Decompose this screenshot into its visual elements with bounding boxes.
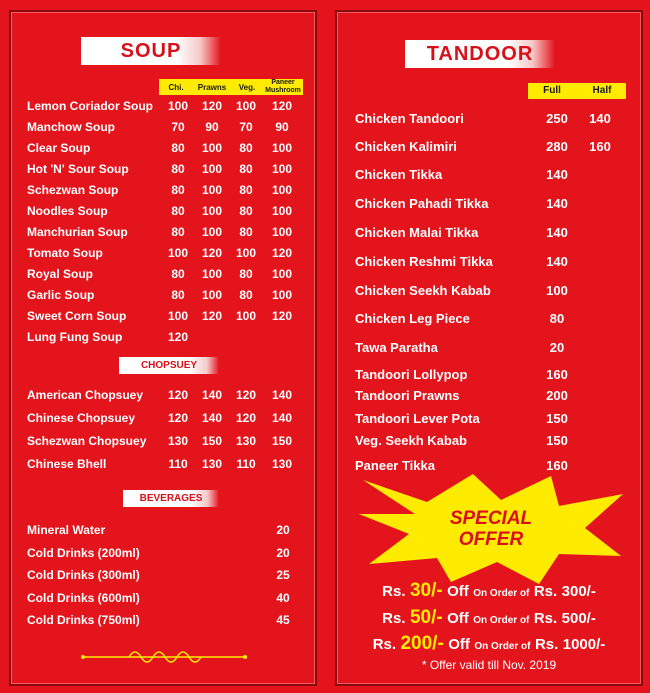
menu-item-price: 80 bbox=[239, 288, 253, 302]
tandoor-full-price: 250 bbox=[546, 111, 568, 126]
tandoor-item-row bbox=[355, 364, 639, 386]
beverage-name: Cold Drinks (750ml) bbox=[27, 613, 140, 627]
menu-item-name: Noodles Soup bbox=[27, 204, 108, 218]
offer-rs2: Rs. bbox=[534, 636, 559, 653]
tandoor-full-price: 160 bbox=[546, 367, 568, 382]
menu-item-price: 90 bbox=[275, 120, 289, 134]
menu-item-price: 120 bbox=[167, 330, 189, 344]
tandoor-full-price: 100 bbox=[546, 283, 568, 298]
menu-item-price: 100 bbox=[167, 99, 189, 113]
menu-item-name: Manchow Soup bbox=[27, 120, 115, 134]
tandoor-full-price: 160 bbox=[546, 458, 568, 473]
chopsuey-title: CHOPSUEY bbox=[119, 357, 219, 374]
menu-item-price: 100 bbox=[201, 183, 223, 197]
menu-item-price: 130 bbox=[271, 457, 293, 471]
menu-item-price: 80 bbox=[171, 288, 185, 302]
tandoor-full-price: 280 bbox=[546, 139, 568, 154]
menu-item-price: 120 bbox=[201, 246, 223, 260]
menu-item-price: 110 bbox=[236, 457, 256, 471]
menu-item-price: 100 bbox=[201, 141, 223, 155]
menu-item-price: 100 bbox=[167, 309, 189, 323]
menu-item-price: 100 bbox=[235, 309, 257, 323]
menu-item-price: 100 bbox=[235, 99, 257, 113]
menu-item-price: 120 bbox=[271, 246, 293, 260]
tandoor-item-name: Tandoori Lollypop bbox=[355, 367, 468, 382]
menu-item-price: 100 bbox=[271, 162, 293, 176]
offer-on-order: On Order of bbox=[474, 641, 531, 652]
tandoor-item-row bbox=[355, 408, 639, 430]
menu-item-price: 80 bbox=[171, 267, 185, 281]
menu-item-row bbox=[27, 96, 313, 116]
menu-item-price: 140 bbox=[271, 388, 293, 402]
menu-item-price: 120 bbox=[271, 309, 293, 323]
tandoor-item-name: Chicken Seekh Kabab bbox=[355, 283, 491, 298]
header-paneer-mushroom bbox=[263, 79, 303, 95]
beverage-name: Mineral Water bbox=[27, 523, 106, 537]
menu-item-price: 130 bbox=[201, 457, 223, 471]
menu-item-price: 100 bbox=[271, 225, 293, 239]
menu-item-price: 100 bbox=[271, 183, 293, 197]
tandoor-item-row bbox=[355, 385, 639, 407]
menu-item-row bbox=[27, 138, 313, 158]
menu-item-row bbox=[27, 431, 313, 451]
menu-item-row bbox=[27, 201, 313, 221]
menu-item-price: 140 bbox=[201, 411, 223, 425]
menu-item-price: 100 bbox=[271, 141, 293, 155]
menu-item-price: 120 bbox=[167, 388, 189, 402]
offer-rs: Rs. bbox=[382, 610, 406, 627]
tandoor-item-row bbox=[355, 251, 639, 273]
special-offer-label bbox=[355, 508, 627, 550]
menu-item-price: 80 bbox=[239, 267, 253, 281]
menu-item-price: 80 bbox=[171, 183, 185, 197]
tandoor-item-name: Chicken Tikka bbox=[355, 167, 443, 182]
beverage-name: Cold Drinks (600ml) bbox=[27, 590, 140, 605]
menu-item-name: Tomato Soup bbox=[27, 246, 103, 260]
special-offer-line1: SPECIAL bbox=[449, 508, 533, 529]
tandoor-full-price: 140 bbox=[546, 254, 568, 269]
menu-item-price: 100 bbox=[167, 246, 189, 260]
menu-item-price: 100 bbox=[235, 246, 257, 260]
menu-item-name: Hot 'N' Sour Soup bbox=[27, 162, 129, 176]
menu-item-price: 80 bbox=[239, 162, 253, 176]
offer-validity: * Offer valid till Nov. 2019 bbox=[421, 658, 557, 672]
tandoor-item-row bbox=[355, 308, 639, 330]
menu-item-price: 80 bbox=[239, 141, 253, 155]
offer-line bbox=[337, 580, 641, 602]
menu-item-name: Lung Fung Soup bbox=[27, 330, 123, 344]
soup-price-header bbox=[159, 79, 303, 95]
tandoor-full-price: 200 bbox=[546, 388, 568, 403]
beverage-row bbox=[27, 543, 313, 563]
menu-item-name: Sweet Corn Soup bbox=[27, 309, 127, 323]
menu-item-price: 70 bbox=[171, 120, 185, 134]
header-prawns: Prawns bbox=[197, 83, 227, 92]
beverage-price: 25 bbox=[276, 568, 290, 582]
menu-item-price: 100 bbox=[271, 204, 293, 218]
tandoor-item-name: Chicken Malai Tikka bbox=[355, 225, 479, 240]
beverages-title: BEVERAGES bbox=[123, 490, 219, 507]
menu-item-price: 120 bbox=[271, 99, 293, 113]
special-offer-line2: OFFER bbox=[458, 529, 524, 550]
menu-item-row bbox=[27, 385, 313, 405]
menu-item-price: 100 bbox=[201, 162, 223, 176]
tandoor-full-price: 150 bbox=[546, 433, 568, 448]
offer-amount: 200/- bbox=[400, 633, 444, 654]
beverage-price: 45 bbox=[276, 613, 290, 627]
tandoor-item-name: Chicken Leg Piece bbox=[355, 311, 470, 326]
offer-amount: 50/- bbox=[409, 607, 443, 628]
menu-item-price: 130 bbox=[235, 434, 257, 448]
soup-title: SOUP bbox=[81, 37, 221, 65]
tandoor-item-name: Veg. Seekh Kabab bbox=[355, 433, 467, 448]
tandoor-full-price: 140 bbox=[546, 167, 568, 182]
header-chi: Chi. bbox=[168, 83, 184, 92]
menu-item-price: 100 bbox=[201, 204, 223, 218]
header-veg: Veg. bbox=[238, 83, 256, 92]
menu-item-name: Clear Soup bbox=[27, 141, 91, 155]
tandoor-full-price: 150 bbox=[546, 411, 568, 426]
menu-item-price: 100 bbox=[201, 225, 223, 239]
beverage-row bbox=[27, 565, 313, 585]
beverage-price: 20 bbox=[276, 545, 290, 560]
offer-amount: 30/- bbox=[409, 580, 443, 601]
menu-item-name: Garlic Soup bbox=[27, 288, 95, 302]
offer-rs2: Rs. bbox=[533, 610, 558, 627]
tandoor-item-name: Tawa Paratha bbox=[355, 340, 438, 355]
menu-item-name: American Chopsuey bbox=[27, 388, 144, 402]
menu-item-price: 120 bbox=[235, 411, 257, 425]
menu-item-price: 120 bbox=[201, 99, 223, 113]
menu-item-row bbox=[27, 117, 313, 137]
menu-item-price: 120 bbox=[167, 411, 189, 425]
menu-item-price: 80 bbox=[239, 183, 253, 197]
menu-item-name: Chinese Bhell bbox=[27, 457, 107, 471]
offer-off: Off bbox=[447, 610, 469, 627]
menu-item-row bbox=[27, 159, 313, 179]
offer-on-order: On Order of bbox=[473, 615, 530, 626]
offer-off: Off bbox=[448, 636, 470, 653]
menu-item-price: 130 bbox=[167, 434, 189, 448]
tandoor-full-price: 140 bbox=[546, 196, 568, 211]
beverage-name: Cold Drinks (300ml) bbox=[27, 568, 140, 582]
menu-item-price: 70 bbox=[239, 120, 253, 134]
menu-item-price: 120 bbox=[235, 388, 257, 402]
decorative-divider-icon bbox=[79, 647, 249, 667]
menu-item-price: 80 bbox=[171, 204, 185, 218]
menu-item-price: 80 bbox=[171, 162, 185, 176]
tandoor-item-name: Chicken Kalimiri bbox=[355, 139, 457, 154]
offer-on-order: On Order of bbox=[473, 588, 530, 599]
tandoor-item-row bbox=[355, 136, 639, 158]
menu-item-price: 100 bbox=[201, 267, 223, 281]
menu-item-name: Schezwan Soup bbox=[27, 183, 119, 197]
header-mushroom-line: Mushroom bbox=[265, 87, 301, 94]
tandoor-half-price: 140 bbox=[589, 111, 611, 126]
offer-order-value: 500/- bbox=[561, 610, 596, 627]
menu-item-price: 80 bbox=[239, 204, 253, 218]
header-paneer-line: Paneer bbox=[271, 79, 295, 86]
menu-item-price: 140 bbox=[201, 388, 223, 402]
menu-item-row bbox=[27, 408, 313, 428]
menu-item-name: Schezwan Chopsuey bbox=[27, 434, 147, 448]
offer-rs: Rs. bbox=[372, 636, 397, 653]
offer-rs: Rs. bbox=[382, 583, 406, 600]
beverage-name: Cold Drinks (200ml) bbox=[27, 545, 140, 560]
tandoor-item-row bbox=[355, 108, 639, 130]
menu-item-price: 100 bbox=[271, 288, 293, 302]
beverage-row bbox=[27, 588, 313, 608]
menu-item-price: 150 bbox=[201, 434, 223, 448]
menu-item-price: 80 bbox=[239, 225, 253, 239]
menu-item-price: 100 bbox=[201, 288, 223, 302]
tandoor-item-name: Chicken Tandoori bbox=[355, 111, 464, 126]
tandoor-half-price: 160 bbox=[589, 139, 611, 154]
header-full: Full bbox=[543, 85, 561, 96]
menu-item-name: Royal Soup bbox=[27, 267, 94, 281]
menu-item-name: Manchurian Soup bbox=[27, 225, 128, 239]
offer-line bbox=[337, 633, 641, 655]
menu-item-row bbox=[27, 285, 313, 305]
offer-line bbox=[337, 607, 641, 629]
tandoor-item-row bbox=[355, 193, 639, 215]
tandoor-item-name: Chicken Pahadi Tikka bbox=[355, 196, 489, 211]
beverage-row bbox=[27, 520, 313, 540]
menu-item-row bbox=[27, 327, 313, 347]
tandoor-full-price: 80 bbox=[549, 311, 565, 326]
tandoor-item-name: Paneer Tikka bbox=[355, 458, 435, 473]
tandoor-item-name: Tandoori Lever Pota bbox=[355, 411, 480, 426]
offer-off: Off bbox=[447, 583, 469, 600]
offer-order-value: 300/- bbox=[561, 583, 596, 600]
left-menu-panel bbox=[9, 10, 317, 686]
menu-item-price: 140 bbox=[271, 411, 293, 425]
tandoor-title: TANDOOR bbox=[405, 40, 555, 68]
tandoor-item-row bbox=[355, 430, 639, 452]
menu-item-row bbox=[27, 306, 313, 326]
tandoor-item-row bbox=[355, 337, 639, 359]
right-menu-panel bbox=[335, 10, 643, 686]
tandoor-price-header bbox=[528, 83, 626, 99]
menu-item-row bbox=[27, 264, 313, 284]
menu-item-price: 120 bbox=[201, 309, 223, 323]
offer-order-value: 1000/- bbox=[562, 636, 606, 653]
menu-item-price: 150 bbox=[271, 434, 293, 448]
header-half: Half bbox=[592, 85, 612, 96]
menu-item-price: 100 bbox=[271, 267, 293, 281]
menu-item-price: 80 bbox=[171, 141, 185, 155]
menu-item-name: Lemon Coriador Soup bbox=[27, 99, 153, 113]
tandoor-item-name: Chicken Reshmi Tikka bbox=[355, 254, 493, 269]
tandoor-item-name: Tandoori Prawns bbox=[355, 388, 460, 403]
tandoor-full-price: 140 bbox=[546, 225, 568, 240]
tandoor-item-row bbox=[355, 222, 639, 244]
menu-item-price: 90 bbox=[205, 120, 219, 134]
beverage-row bbox=[27, 610, 313, 630]
menu-item-row bbox=[27, 180, 313, 200]
beverage-price: 20 bbox=[276, 523, 290, 537]
tandoor-item-row bbox=[355, 280, 639, 302]
menu-item-price: 110 bbox=[168, 457, 188, 471]
menu-item-row bbox=[27, 454, 313, 474]
tandoor-item-row bbox=[355, 164, 639, 186]
menu-item-row bbox=[27, 222, 313, 242]
tandoor-full-price: 20 bbox=[549, 340, 565, 355]
menu-item-price: 80 bbox=[171, 225, 185, 239]
beverage-price: 40 bbox=[276, 590, 290, 605]
menu-item-name: Chinese Chopsuey bbox=[27, 411, 136, 425]
menu-item-row bbox=[27, 243, 313, 263]
offer-rs2: Rs. bbox=[533, 583, 558, 600]
